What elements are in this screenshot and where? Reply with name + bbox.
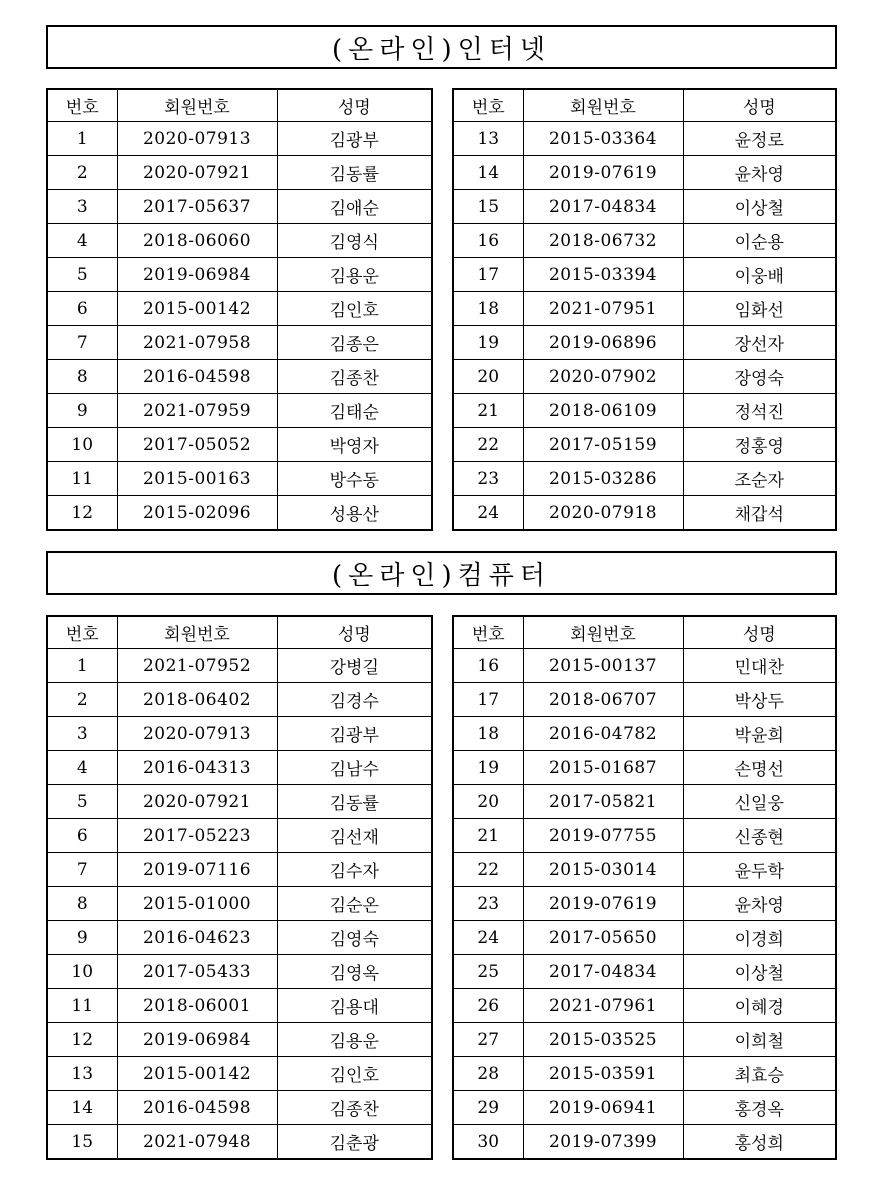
member-name: 최효승 xyxy=(683,1057,836,1091)
row-no: 24 xyxy=(453,921,523,955)
member-id: 2021-07951 xyxy=(523,292,683,326)
header-no: 번호 xyxy=(453,616,523,649)
member-id: 2019-06896 xyxy=(523,326,683,360)
member-name: 윤차영 xyxy=(683,156,836,190)
row-no: 5 xyxy=(47,258,117,292)
row-no: 21 xyxy=(453,819,523,853)
member-id: 2015-01687 xyxy=(523,751,683,785)
table-row xyxy=(453,292,836,326)
member-name: 민대찬 xyxy=(683,649,836,683)
row-no: 18 xyxy=(453,292,523,326)
member-name: 신일웅 xyxy=(683,785,836,819)
table-header-row xyxy=(453,616,836,649)
member-id: 2015-03364 xyxy=(523,122,683,156)
row-no: 20 xyxy=(453,360,523,394)
member-name: 김영숙 xyxy=(277,921,432,955)
table-row xyxy=(453,751,836,785)
member-id: 2020-07913 xyxy=(117,122,277,156)
table-row xyxy=(47,360,432,394)
member-name: 김광부 xyxy=(277,717,432,751)
member-id: 2015-00142 xyxy=(117,1057,277,1091)
member-name: 성용산 xyxy=(277,496,432,531)
member-name: 김애순 xyxy=(277,190,432,224)
member-id: 2015-00142 xyxy=(117,292,277,326)
table-row xyxy=(453,326,836,360)
table-row xyxy=(47,751,432,785)
member-id: 2015-03591 xyxy=(523,1057,683,1091)
row-no: 17 xyxy=(453,258,523,292)
table-row xyxy=(453,224,836,258)
row-no: 15 xyxy=(47,1125,117,1160)
member-name: 김종은 xyxy=(277,326,432,360)
member-id: 2021-07952 xyxy=(117,649,277,683)
table-row xyxy=(47,394,432,428)
member-id: 2016-04623 xyxy=(117,921,277,955)
row-no: 9 xyxy=(47,921,117,955)
row-no: 14 xyxy=(453,156,523,190)
section-title-internet: (온라인)인터넷 xyxy=(46,25,837,69)
row-no: 16 xyxy=(453,224,523,258)
member-name: 홍성희 xyxy=(683,1125,836,1160)
header-name: 성명 xyxy=(277,89,432,122)
member-name: 김영옥 xyxy=(277,955,432,989)
member-id: 2020-07902 xyxy=(523,360,683,394)
table-row xyxy=(453,1057,836,1091)
header-name: 성명 xyxy=(277,616,432,649)
member-name: 임화선 xyxy=(683,292,836,326)
member-id: 2016-04782 xyxy=(523,717,683,751)
table-row xyxy=(453,360,836,394)
table-row xyxy=(453,496,836,531)
table-row xyxy=(453,122,836,156)
member-id: 2018-06001 xyxy=(117,989,277,1023)
member-name: 정홍영 xyxy=(683,428,836,462)
table-row xyxy=(453,785,836,819)
member-id: 2017-04834 xyxy=(523,190,683,224)
row-no: 28 xyxy=(453,1057,523,1091)
member-id: 2018-06060 xyxy=(117,224,277,258)
row-no: 9 xyxy=(47,394,117,428)
row-no: 29 xyxy=(453,1091,523,1125)
row-no: 11 xyxy=(47,462,117,496)
member-id: 2018-06732 xyxy=(523,224,683,258)
member-id: 2017-05052 xyxy=(117,428,277,462)
row-no: 24 xyxy=(453,496,523,531)
member-id: 2017-05637 xyxy=(117,190,277,224)
row-no: 2 xyxy=(47,156,117,190)
row-no: 13 xyxy=(47,1057,117,1091)
member-name: 이혜경 xyxy=(683,989,836,1023)
member-id: 2018-06109 xyxy=(523,394,683,428)
table-row xyxy=(47,156,432,190)
row-no: 15 xyxy=(453,190,523,224)
member-name: 김춘광 xyxy=(277,1125,432,1160)
member-id: 2015-02096 xyxy=(117,496,277,531)
header-member-id: 회원번호 xyxy=(523,616,683,649)
table-row xyxy=(47,224,432,258)
table-row xyxy=(453,428,836,462)
internet-roster-right xyxy=(452,88,837,531)
member-name: 김순온 xyxy=(277,887,432,921)
member-id: 2019-07619 xyxy=(523,156,683,190)
member-name: 장영숙 xyxy=(683,360,836,394)
member-name: 김태순 xyxy=(277,394,432,428)
member-id: 2019-07619 xyxy=(523,887,683,921)
row-no: 16 xyxy=(453,649,523,683)
member-name: 김동률 xyxy=(277,156,432,190)
table-row xyxy=(47,1057,432,1091)
table-row xyxy=(47,785,432,819)
table-row xyxy=(453,989,836,1023)
table-row xyxy=(453,462,836,496)
member-name: 박윤희 xyxy=(683,717,836,751)
member-id: 2017-05223 xyxy=(117,819,277,853)
row-no: 18 xyxy=(453,717,523,751)
table-header-row xyxy=(47,89,432,122)
table-row xyxy=(453,955,836,989)
internet-roster-left xyxy=(46,88,433,531)
member-name: 채갑석 xyxy=(683,496,836,531)
table-row xyxy=(453,394,836,428)
row-no: 3 xyxy=(47,717,117,751)
member-id: 2019-07755 xyxy=(523,819,683,853)
table-row xyxy=(453,887,836,921)
table-row xyxy=(47,190,432,224)
member-name: 김경수 xyxy=(277,683,432,717)
member-name: 방수동 xyxy=(277,462,432,496)
row-no: 17 xyxy=(453,683,523,717)
member-name: 신종현 xyxy=(683,819,836,853)
section-title-computer: (온라인)컴퓨터 xyxy=(46,551,837,595)
member-id: 2021-07958 xyxy=(117,326,277,360)
member-id: 2017-04834 xyxy=(523,955,683,989)
row-no: 10 xyxy=(47,428,117,462)
member-id: 2020-07913 xyxy=(117,717,277,751)
member-name: 조순자 xyxy=(683,462,836,496)
table-header-row xyxy=(47,616,432,649)
computer-roster-left xyxy=(46,615,433,1160)
member-id: 2020-07921 xyxy=(117,785,277,819)
row-no: 4 xyxy=(47,751,117,785)
member-name: 윤두학 xyxy=(683,853,836,887)
member-id: 2015-03394 xyxy=(523,258,683,292)
table-row xyxy=(47,989,432,1023)
row-no: 26 xyxy=(453,989,523,1023)
member-id: 2020-07918 xyxy=(523,496,683,531)
row-no: 6 xyxy=(47,292,117,326)
member-name: 정석진 xyxy=(683,394,836,428)
table-row xyxy=(47,122,432,156)
table-row xyxy=(453,258,836,292)
member-name: 김선재 xyxy=(277,819,432,853)
row-no: 3 xyxy=(47,190,117,224)
member-id: 2015-00137 xyxy=(523,649,683,683)
table-row xyxy=(453,853,836,887)
row-no: 2 xyxy=(47,683,117,717)
member-id: 2017-05821 xyxy=(523,785,683,819)
member-id: 2016-04598 xyxy=(117,1091,277,1125)
table-row xyxy=(47,1023,432,1057)
row-no: 10 xyxy=(47,955,117,989)
member-name: 김수자 xyxy=(277,853,432,887)
member-id: 2015-01000 xyxy=(117,887,277,921)
member-id: 2021-07959 xyxy=(117,394,277,428)
member-id: 2015-03525 xyxy=(523,1023,683,1057)
table-row xyxy=(47,649,432,683)
table-row xyxy=(47,292,432,326)
member-name: 이희철 xyxy=(683,1023,836,1057)
member-name: 윤차영 xyxy=(683,887,836,921)
row-no: 4 xyxy=(47,224,117,258)
table-row xyxy=(47,1125,432,1160)
row-no: 7 xyxy=(47,853,117,887)
table-row xyxy=(47,887,432,921)
member-id: 2017-05650 xyxy=(523,921,683,955)
member-id: 2021-07948 xyxy=(117,1125,277,1160)
member-name: 김용운 xyxy=(277,1023,432,1057)
row-no: 8 xyxy=(47,887,117,921)
row-no: 19 xyxy=(453,751,523,785)
member-id: 2019-06984 xyxy=(117,1023,277,1057)
member-name: 손명선 xyxy=(683,751,836,785)
member-name: 이상철 xyxy=(683,955,836,989)
table-row xyxy=(47,921,432,955)
member-id: 2015-00163 xyxy=(117,462,277,496)
member-name: 이상철 xyxy=(683,190,836,224)
member-id: 2021-07961 xyxy=(523,989,683,1023)
header-name: 성명 xyxy=(683,616,836,649)
member-name: 장선자 xyxy=(683,326,836,360)
header-member-id: 회원번호 xyxy=(523,89,683,122)
member-id: 2015-03286 xyxy=(523,462,683,496)
row-no: 12 xyxy=(47,496,117,531)
table-row xyxy=(47,496,432,531)
member-id: 2020-07921 xyxy=(117,156,277,190)
table-row xyxy=(453,190,836,224)
row-no: 12 xyxy=(47,1023,117,1057)
member-name: 김동률 xyxy=(277,785,432,819)
row-no: 7 xyxy=(47,326,117,360)
table-row xyxy=(453,156,836,190)
row-no: 14 xyxy=(47,1091,117,1125)
member-name: 박상두 xyxy=(683,683,836,717)
member-name: 김광부 xyxy=(277,122,432,156)
row-no: 23 xyxy=(453,462,523,496)
header-no: 번호 xyxy=(453,89,523,122)
row-no: 1 xyxy=(47,649,117,683)
row-no: 11 xyxy=(47,989,117,1023)
row-no: 30 xyxy=(453,1125,523,1160)
row-no: 21 xyxy=(453,394,523,428)
member-name: 김인호 xyxy=(277,292,432,326)
row-no: 27 xyxy=(453,1023,523,1057)
member-name: 김영식 xyxy=(277,224,432,258)
table-row xyxy=(47,326,432,360)
row-no: 20 xyxy=(453,785,523,819)
member-name: 박영자 xyxy=(277,428,432,462)
table-row xyxy=(47,428,432,462)
member-name: 김남수 xyxy=(277,751,432,785)
header-member-id: 회원번호 xyxy=(117,616,277,649)
row-no: 23 xyxy=(453,887,523,921)
table-row xyxy=(453,819,836,853)
member-id: 2015-03014 xyxy=(523,853,683,887)
table-row xyxy=(47,819,432,853)
table-row xyxy=(47,853,432,887)
member-name: 김용대 xyxy=(277,989,432,1023)
member-id: 2016-04598 xyxy=(117,360,277,394)
row-no: 22 xyxy=(453,428,523,462)
computer-roster-right xyxy=(452,615,837,1160)
table-row xyxy=(47,258,432,292)
table-row xyxy=(47,717,432,751)
row-no: 1 xyxy=(47,122,117,156)
member-id: 2019-06941 xyxy=(523,1091,683,1125)
member-id: 2019-07399 xyxy=(523,1125,683,1160)
member-id: 2019-06984 xyxy=(117,258,277,292)
table-row xyxy=(47,1091,432,1125)
member-name: 윤정로 xyxy=(683,122,836,156)
member-name: 이경희 xyxy=(683,921,836,955)
member-id: 2017-05433 xyxy=(117,955,277,989)
table-header-row xyxy=(453,89,836,122)
member-name: 김용운 xyxy=(277,258,432,292)
row-no: 6 xyxy=(47,819,117,853)
header-name: 성명 xyxy=(683,89,836,122)
table-row xyxy=(47,462,432,496)
table-row xyxy=(47,683,432,717)
member-name: 이순용 xyxy=(683,224,836,258)
table-row xyxy=(453,1023,836,1057)
member-name: 강병길 xyxy=(277,649,432,683)
table-row xyxy=(47,955,432,989)
member-id: 2019-07116 xyxy=(117,853,277,887)
member-id: 2016-04313 xyxy=(117,751,277,785)
row-no: 22 xyxy=(453,853,523,887)
row-no: 13 xyxy=(453,122,523,156)
member-name: 김종찬 xyxy=(277,1091,432,1125)
member-name: 홍경옥 xyxy=(683,1091,836,1125)
member-id: 2018-06707 xyxy=(523,683,683,717)
member-name: 김인호 xyxy=(277,1057,432,1091)
header-no: 번호 xyxy=(47,89,117,122)
table-row xyxy=(453,649,836,683)
row-no: 8 xyxy=(47,360,117,394)
row-no: 19 xyxy=(453,326,523,360)
member-id: 2018-06402 xyxy=(117,683,277,717)
table-row xyxy=(453,683,836,717)
table-row xyxy=(453,921,836,955)
member-name: 이웅배 xyxy=(683,258,836,292)
header-no: 번호 xyxy=(47,616,117,649)
row-no: 5 xyxy=(47,785,117,819)
header-member-id: 회원번호 xyxy=(117,89,277,122)
member-name: 김종찬 xyxy=(277,360,432,394)
table-row xyxy=(453,1091,836,1125)
table-row xyxy=(453,1125,836,1160)
table-row xyxy=(453,717,836,751)
member-id: 2017-05159 xyxy=(523,428,683,462)
row-no: 25 xyxy=(453,955,523,989)
